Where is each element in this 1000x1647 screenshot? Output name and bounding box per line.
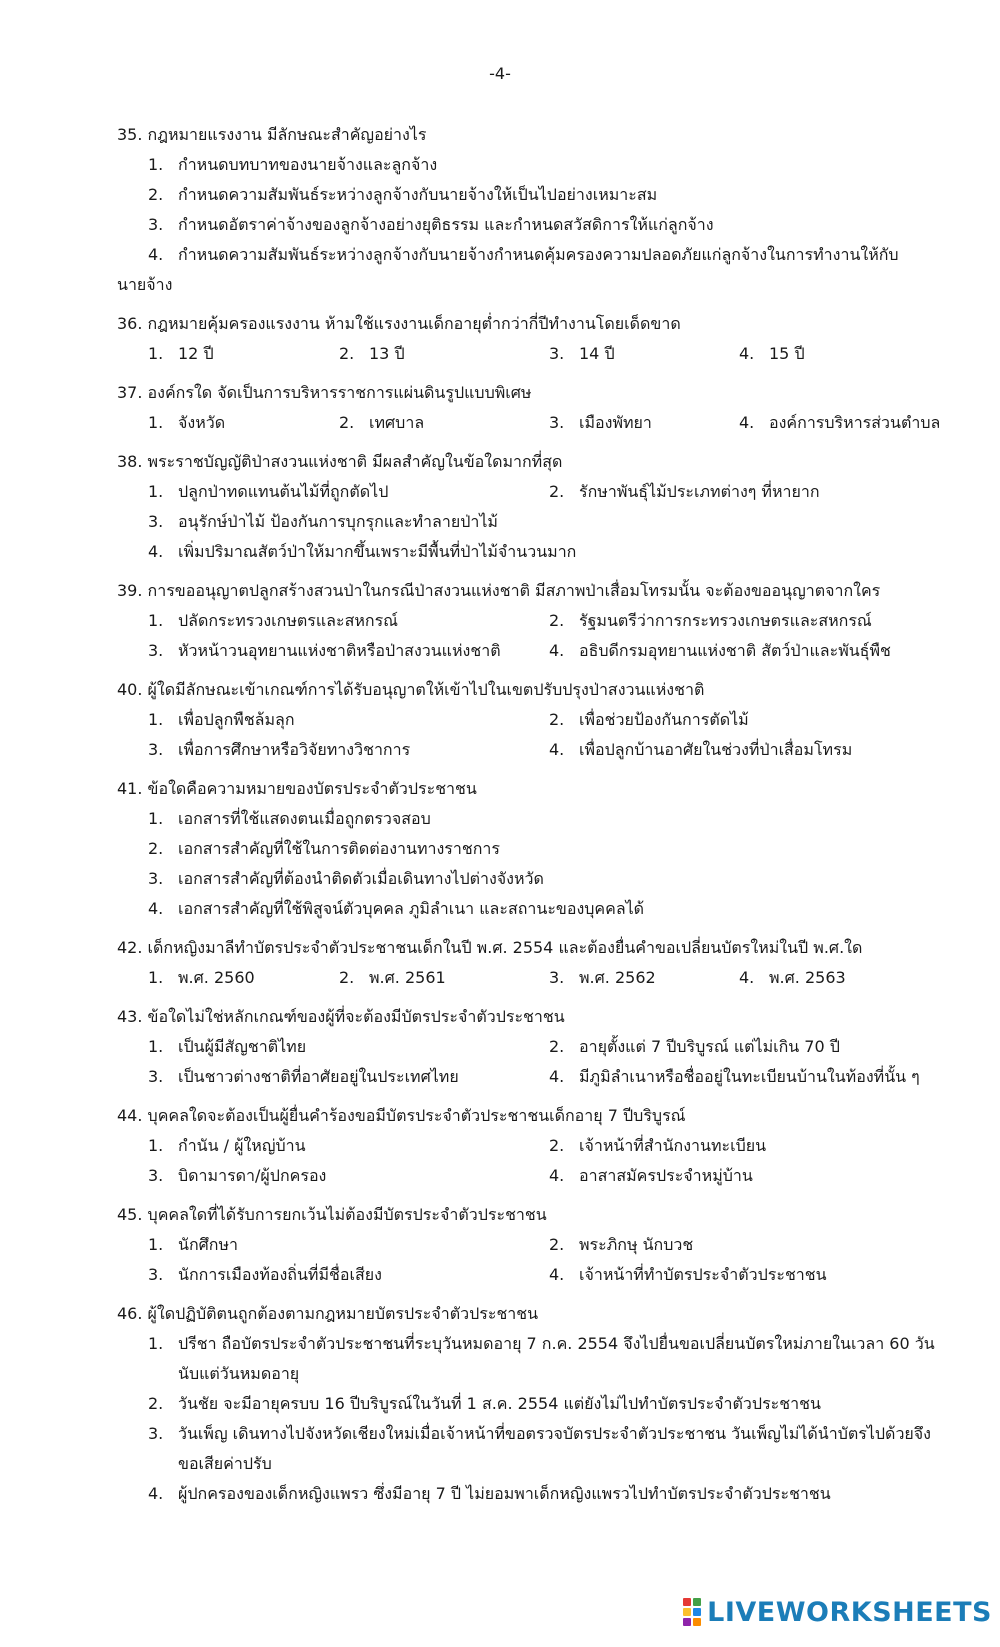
question-40: [117, 675, 947, 765]
question-37: [117, 378, 947, 438]
option-1[interactable]: 1. จังหวัด: [148, 413, 226, 432]
option-3[interactable]: 3. 14 ปี: [549, 344, 615, 363]
option-4[interactable]: 4. เอกสารสำคัญที่ใช้พิสูจน์ตัวบุคคล ภูมิลำเนา และสถานะของบุคคลได้: [148, 899, 645, 918]
option-1[interactable]: 1. 12 ปี: [148, 344, 214, 363]
logo-mark-icon: [683, 1598, 701, 1626]
question-stem: 46. ผู้ใดปฏิบัติตนถูกต้องตามกฎหมายบัตรประจำตัวประชาชน: [117, 1304, 539, 1323]
option-2[interactable]: 2. พระภิกษุ นักบวช: [549, 1235, 694, 1254]
question-stem: 35. กฎหมายแรงงาน มีลักษณะสำคัญอย่างไร: [117, 125, 427, 144]
option-1[interactable]: 1. กำนัน / ผู้ใหญ่บ้าน: [148, 1136, 306, 1155]
option-4[interactable]: 4. 15 ปี: [739, 344, 805, 363]
logo-square: [683, 1608, 691, 1616]
option-3[interactable]: 3. หัวหน้าวนอุทยานแห่งชาติหรือป่าสงวนแห่งชาติ: [148, 641, 501, 660]
option-2[interactable]: 2. อายุตั้งแต่ 7 ปีบริบูรณ์ แต่ไม่เกิน 70 ปี: [549, 1037, 840, 1056]
option-4[interactable]: 4. มีภูมิลำเนาหรือชื่ออยู่ในทะเบียนบ้านในท้องที่นั้น ๆ: [549, 1067, 920, 1086]
question-44: [117, 1101, 947, 1191]
question-stem: 38. พระราชบัญญัติป่าสงวนแห่งชาติ มีผลสำคัญในข้อใดมากที่สุด: [117, 452, 563, 471]
option-3[interactable]: 3. กำหนดอัตราค่าจ้างของลูกจ้างอย่างยุติธรรม และกำหนดสวัสดิการให้แก่ลูกจ้าง: [148, 215, 714, 234]
question-stem: 36. กฎหมายคุ้มครองแรงงาน ห้ามใช้แรงงานเด็กอายุต่ำกว่ากี่ปีทำงานโดยเด็ดขาด: [117, 314, 681, 333]
option-4[interactable]: 4. เพื่อปลูกบ้านอาศัยในช่วงที่ป่าเสื่อมโทรม: [549, 740, 853, 759]
question-41: [117, 774, 947, 924]
option-2[interactable]: 2. กำหนดความสัมพันธ์ระหว่างลูกจ้างกับนายจ้างให้เป็นไปอย่างเหมาะสม: [148, 185, 658, 204]
option-4[interactable]: 4. ผู้ปกครองของเด็กหญิงแพรว ซึ่งมีอายุ 7 ปี ไม่ยอมพาเด็กหญิงแพรวไปทำบัตรประจำตัวประชาชน: [148, 1484, 831, 1503]
option-2[interactable]: 2. วันชัย จะมีอายุครบบ 16 ปีบริบูรณ์ในวันที่ 1 ส.ค. 2554 แต่ยังไม่ไปทำบัตรประจำตัวประชาชน: [148, 1394, 821, 1413]
option-4[interactable]: 4. พ.ศ. 2563: [739, 968, 846, 987]
option-1[interactable]: 1. ปลัดกระทรวงเกษตรและสหกรณ์: [148, 611, 398, 630]
option-4[interactable]: 4. อธิบดีกรมอุทยานแห่งชาติ สัตว์ป่าและพันธุ์พืช: [549, 641, 891, 660]
option-4[interactable]: 4. เจ้าหน้าที่ทำบัตรประจำตัวประชาชน: [549, 1265, 827, 1284]
liveworksheets-logo: [683, 1595, 992, 1629]
option-3[interactable]: 3. เอกสารสำคัญที่ต้องนำติดตัวเมื่อเดินทางไปต่างจังหวัด: [148, 869, 544, 888]
option-2[interactable]: 2. เพื่อช่วยป้องกันการตัดไม้: [549, 710, 749, 729]
question-stem: 40. ผู้ใดมีลักษณะเข้าเกณฑ์การได้รับอนุญาตให้เข้าไปในเขตปรับปรุงป่าสงวนแห่งชาติ: [117, 680, 705, 699]
question-38: [117, 447, 947, 567]
question-43: [117, 1002, 947, 1092]
logo-square: [683, 1618, 691, 1626]
option-4[interactable]: 4. กำหนดความสัมพันธ์ระหว่างลูกจ้างกับนายจ้างกำหนดคุ้มครองความปลอดภัยแก่ลูกจ้างในการทำงานให้กับนายจ้าง: [117, 245, 899, 294]
question-36: [117, 309, 947, 369]
option-2[interactable]: 2. เจ้าหน้าที่สำนักงานทะเบียน: [549, 1136, 767, 1155]
option-2[interactable]: 2. เอกสารสำคัญที่ใช้ในการติดต่องานทางราชการ: [148, 839, 500, 858]
logo-square: [693, 1598, 701, 1606]
option-1[interactable]: 1. เพื่อปลูกพืชล้มลุก: [148, 710, 295, 729]
option-1[interactable]: 1. กำหนดบทบาทของนายจ้างและลูกจ้าง: [148, 155, 438, 174]
option-2[interactable]: 2. 13 ปี: [339, 344, 405, 363]
question-stem: 45. บุคคลใดที่ได้รับการยกเว้นไม่ต้องมีบัตรประจำตัวประชาชน: [117, 1205, 547, 1224]
question-stem: 43. ข้อใดไม่ใช่หลักเกณฑ์ของผู้ที่จะต้องมีบัตรประจำตัวประชาชน: [117, 1007, 565, 1026]
option-3[interactable]: 3. พ.ศ. 2562: [549, 968, 656, 987]
option-1[interactable]: 1. ปรีชา ถือบัตรประจำตัวประชาชนที่ระบุวันหมดอายุ 7 ก.ค. 2554 จึงไปยื่นขอเปลี่ยนบัตรใหม่ภายในเวลา 60 วันนับแต่วันหมดอายุ: [148, 1334, 935, 1383]
question-list: [117, 120, 947, 1518]
option-4[interactable]: 4. อาสาสมัครประจำหมู่บ้าน: [549, 1166, 753, 1185]
question-stem: 39. การขออนุญาตปลูกสร้างสวนป่าในกรณีป่าสงวนแห่งชาติ มีสภาพป่าเสื่อมโทรมนั้น จะต้องขออนุญาตจากใคร: [117, 581, 881, 600]
question-stem: 42. เด็กหญิงมาลีทำบัตรประจำตัวประชาชนเด็กในปี พ.ศ. 2554 และต้องยื่นคำขอเปลี่ยนบัตรใหม่ในปี พ.ศ.ใด: [117, 938, 863, 957]
question-stem: 37. องค์กรใด จัดเป็นการบริหารราชการแผ่นดินรูปแบบพิเศษ: [117, 383, 532, 402]
option-1[interactable]: 1. ปลูกป่าทดแทนต้นไม้ที่ถูกตัดไป: [148, 482, 389, 501]
option-3[interactable]: 3. วันเพ็ญ เดินทางไปจังหวัดเชียงใหม่เมื่อเจ้าหน้าที่ขอตรวจบัตรประจำตัวประชาชน วันเพ็ญไม่ได้นำบัตรไปด้วยจึงขอเสียค่าปรับ: [148, 1424, 931, 1473]
option-3[interactable]: 3. บิดามารดา/ผู้ปกครอง: [148, 1166, 327, 1185]
option-4[interactable]: 4. องค์การบริหารส่วนตำบล: [739, 413, 941, 432]
option-1[interactable]: 1. พ.ศ. 2560: [148, 968, 255, 987]
option-3[interactable]: 3. อนุรักษ์ป่าไม้ ป้องกันการบุกรุกและทำลายป่าไม้: [148, 512, 498, 531]
question-35: [117, 120, 947, 300]
option-2[interactable]: 2. รักษาพันธุ์ไม้ประเภทต่างๆ ที่หายาก: [549, 482, 820, 501]
option-3[interactable]: 3. เพื่อการศึกษาหรือวิจัยทางวิชาการ: [148, 740, 411, 759]
option-3[interactable]: 3. เมืองพัทยา: [549, 413, 652, 432]
option-4[interactable]: 4. เพิ่มปริมาณสัตว์ป่าให้มากขึ้นเพราะมีพื้นที่ป่าไม้จำนวนมาก: [148, 542, 577, 561]
option-1[interactable]: 1. นักศึกษา: [148, 1235, 238, 1254]
option-1[interactable]: 1. เป็นผู้มีสัญชาติไทย: [148, 1037, 307, 1056]
option-2[interactable]: 2. เทศบาล: [339, 413, 425, 432]
question-45: [117, 1200, 947, 1290]
question-stem: 41. ข้อใดคือความหมายของบัตรประจำตัวประชาชน: [117, 779, 477, 798]
option-2[interactable]: 2. พ.ศ. 2561: [339, 968, 446, 987]
option-1[interactable]: 1. เอกสารที่ใช้แสดงตนเมื่อถูกตรวจสอบ: [148, 809, 431, 828]
question-39: [117, 576, 947, 666]
question-46: [117, 1299, 947, 1509]
option-3[interactable]: 3. นักการเมืองท้องถิ่นที่มีชื่อเสียง: [148, 1265, 382, 1284]
logo-square: [683, 1598, 691, 1606]
page-number: -4-: [489, 64, 511, 83]
logo-square: [693, 1618, 701, 1626]
option-2[interactable]: 2. รัฐมนตรีว่าการกระทรวงเกษตรและสหกรณ์: [549, 611, 872, 630]
option-3[interactable]: 3. เป็นชาวต่างชาติที่อาศัยอยู่ในประเทศไทย: [148, 1067, 459, 1086]
question-stem: 44. บุคคลใดจะต้องเป็นผู้ยื่นคำร้องขอมีบัตรประจำตัวประชาชนเด็กอายุ 7 ปีบริบูรณ์: [117, 1106, 686, 1125]
question-42: [117, 933, 947, 993]
logo-square: [693, 1608, 701, 1616]
logo-text: LIVEWORKSHEETS: [707, 1596, 992, 1628]
